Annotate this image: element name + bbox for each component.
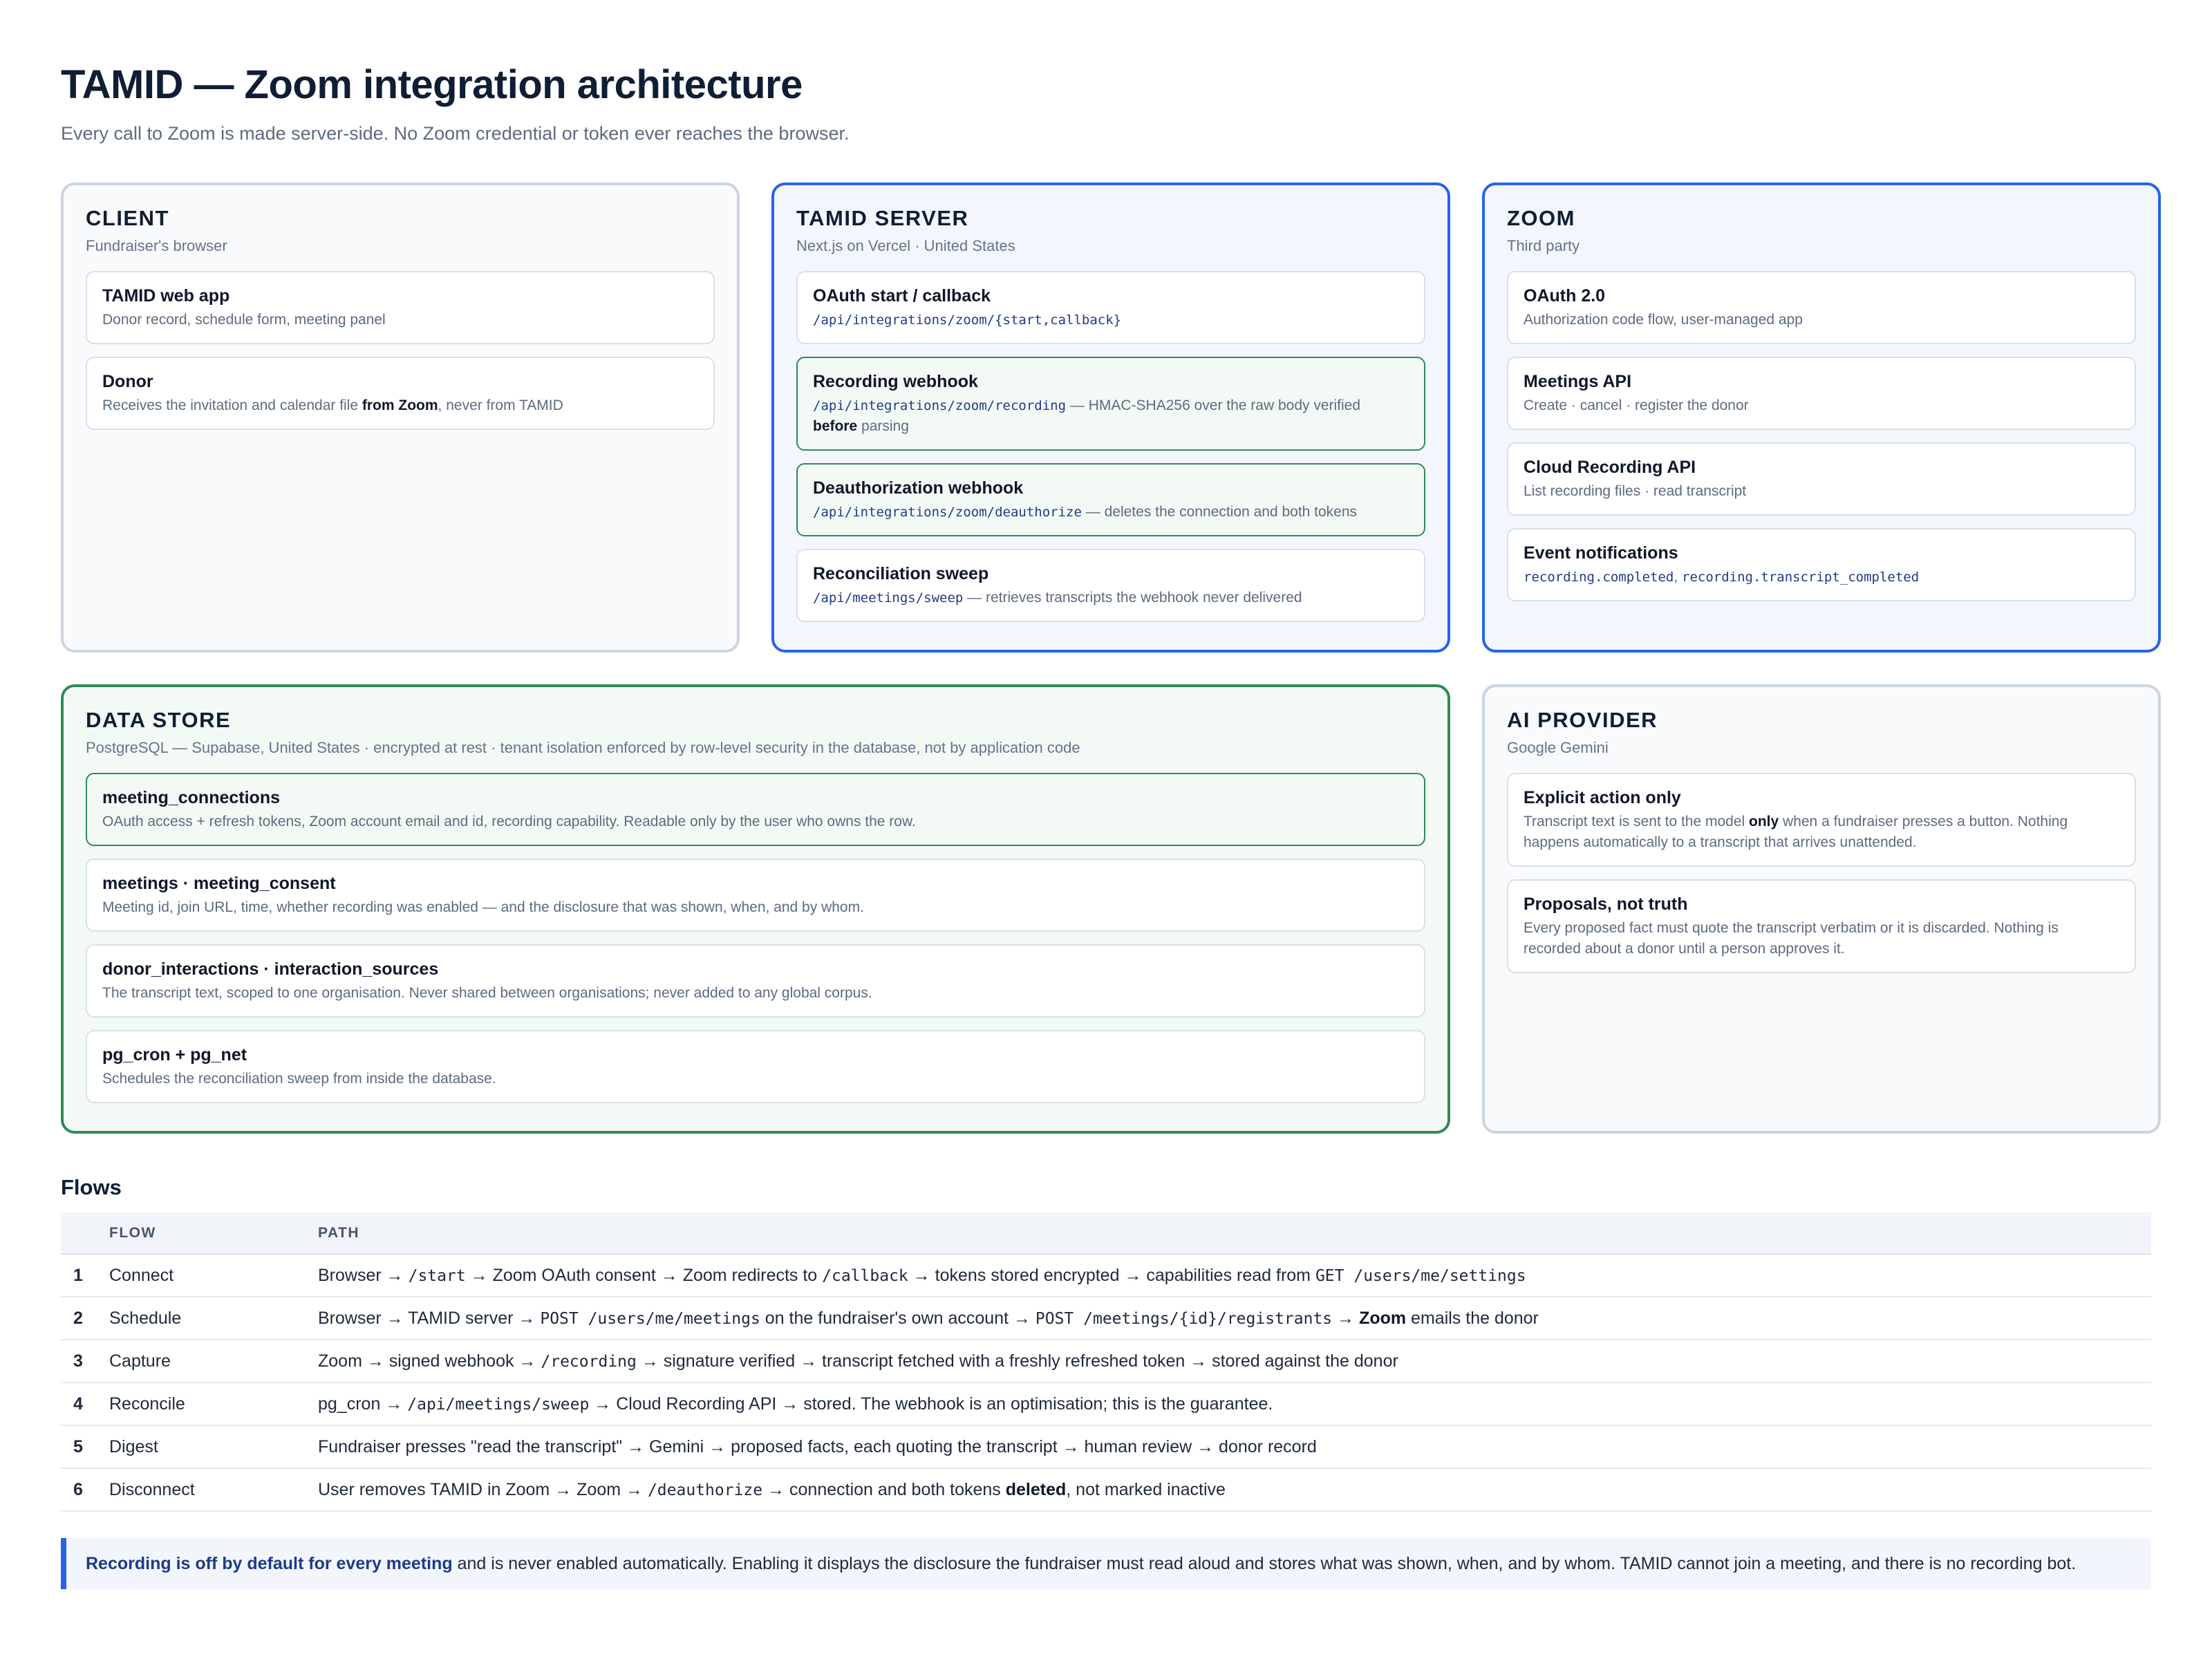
card-desc: Donor record, schedule form, meeting panel bbox=[102, 312, 386, 328]
card-desc: The transcript text, scoped to one organisation. Never shared between organisations; never added to any global corpus. bbox=[102, 985, 872, 1001]
card-pg-cron bbox=[86, 1030, 1425, 1103]
card-title: Donor bbox=[102, 372, 153, 391]
card-title: Cloud Recording API bbox=[1524, 458, 1696, 477]
card-recording-webhook bbox=[796, 357, 1425, 451]
row-number: 2 bbox=[61, 1297, 109, 1340]
card-explicit-action-only bbox=[1507, 773, 2136, 867]
card-title: Meetings API bbox=[1524, 372, 1632, 391]
card-oauth-2 bbox=[1507, 271, 2136, 344]
card-desc: Authorization code flow, user-managed app bbox=[1524, 312, 1803, 328]
client-zone bbox=[61, 182, 740, 653]
table-row bbox=[61, 1468, 2151, 1511]
card-cloud-recording-api bbox=[1507, 442, 2136, 516]
column-header-flow: FLOW bbox=[109, 1212, 318, 1254]
card-desc: Receives the invitation and calendar file from Zoom, never from TAMID bbox=[102, 397, 563, 413]
row-number: 4 bbox=[61, 1382, 109, 1425]
card-title: OAuth 2.0 bbox=[1524, 286, 1606, 306]
card-title: Event notifications bbox=[1524, 543, 1678, 563]
card-reconciliation-sweep bbox=[796, 549, 1425, 622]
zone-title: CLIENT bbox=[86, 206, 169, 230]
card-desc: Schedules the reconciliation sweep from inside the database. bbox=[102, 1071, 496, 1087]
card-tamid-web-app bbox=[86, 271, 715, 344]
top-row bbox=[61, 182, 2151, 653]
flow-path: Zoom → signed webhook → /recording → signature verified → transcript fetched with a freshly refreshed token → stored against the donor bbox=[318, 1340, 2151, 1382]
card-meeting-connections bbox=[86, 773, 1425, 846]
page-subtitle: Every call to Zoom is made server-side. No Zoom credential or token ever reaches the browser. bbox=[61, 123, 850, 144]
card-title: pg_cron + pg_net bbox=[102, 1045, 247, 1065]
recording-default-note bbox=[61, 1538, 2151, 1589]
card-desc: recording.completed, recording.transcript_completed bbox=[1524, 569, 1920, 585]
flow-name: Capture bbox=[109, 1340, 318, 1382]
table-row bbox=[61, 1382, 2151, 1425]
table-row bbox=[61, 1254, 2151, 1297]
row-number: 6 bbox=[61, 1468, 109, 1511]
datastore-zone bbox=[61, 684, 1450, 1134]
card-title: meetings · meeting_consent bbox=[102, 874, 336, 893]
card-desc: /api/integrations/zoom/{start,callback} bbox=[813, 312, 1122, 328]
zone-title: AI PROVIDER bbox=[1507, 708, 1658, 732]
card-donor bbox=[86, 357, 715, 430]
card-proposals-not-truth bbox=[1507, 879, 2136, 973]
card-desc: /api/integrations/zoom/deauthorize — deletes the connection and both tokens bbox=[813, 504, 1358, 520]
zone-title: TAMID SERVER bbox=[796, 206, 969, 230]
flow-name: Digest bbox=[109, 1425, 318, 1468]
flow-name: Reconcile bbox=[109, 1382, 318, 1425]
zone-title: DATA STORE bbox=[86, 708, 232, 732]
zone-subtitle: Third party bbox=[1507, 237, 1580, 254]
zone-subtitle: Fundraiser's browser bbox=[86, 237, 227, 254]
note-text: and is never enabled automatically. Enabling it displays the disclosure the fundraiser must read aloud and stores what was shown, when, and by whom. TAMID cannot join a meeting, and there is no recording bot. bbox=[452, 1554, 2077, 1573]
flow-name: Connect bbox=[109, 1254, 318, 1297]
table-row bbox=[61, 1340, 2151, 1382]
flow-name: Schedule bbox=[109, 1297, 318, 1340]
card-desc: /api/meetings/sweep — retrieves transcripts the webhook never delivered bbox=[813, 590, 1302, 606]
bottom-row bbox=[61, 684, 2151, 1134]
flow-path: User removes TAMID in Zoom → Zoom → /deauthorize → connection and both tokens deleted, not marked inactive bbox=[318, 1468, 2151, 1511]
card-desc: List recording files · read transcript bbox=[1524, 483, 1747, 499]
ai-provider-zone bbox=[1482, 684, 2161, 1134]
flow-path: pg_cron → /api/meetings/sweep → Cloud Recording API → stored. The webhook is an optimisation; this is the guarantee. bbox=[318, 1382, 2151, 1425]
card-title: Explicit action only bbox=[1524, 788, 1681, 807]
table-row bbox=[61, 1425, 2151, 1468]
card-title: meeting_connections bbox=[102, 788, 280, 807]
note-bold: Recording is off by default for every meeting bbox=[86, 1554, 453, 1573]
column-header-number bbox=[61, 1212, 109, 1254]
zone-title: ZOOM bbox=[1507, 206, 1575, 230]
zoom-zone bbox=[1482, 182, 2161, 653]
page-title: TAMID — Zoom integration architecture bbox=[61, 62, 803, 107]
row-number: 5 bbox=[61, 1425, 109, 1468]
row-number: 3 bbox=[61, 1340, 109, 1382]
card-oauth-start-callback bbox=[796, 271, 1425, 344]
card-title: Proposals, not truth bbox=[1524, 894, 1688, 914]
flow-path: Browser → /start → Zoom OAuth consent → Zoom redirects to /callback → tokens stored encrypted → capabilities read from GET /users/me/settings bbox=[318, 1254, 2151, 1297]
server-zone bbox=[771, 182, 1450, 653]
table-row bbox=[61, 1297, 2151, 1340]
card-desc: /api/integrations/zoom/recording — HMAC-SHA256 over the raw body verified before parsing bbox=[813, 397, 1361, 434]
card-desc: Transcript text is sent to the model only when a fundraiser presses a button. Nothing happens automatically to a transcript that arrives unattended. bbox=[1524, 814, 2068, 850]
flows-heading: Flows bbox=[61, 1175, 122, 1199]
card-donor-interactions bbox=[86, 944, 1425, 1018]
card-desc: OAuth access + refresh tokens, Zoom account email and id, recording capability. Readable only by the user who owns the row. bbox=[102, 814, 916, 830]
card-title: OAuth start / callback bbox=[813, 286, 991, 306]
card-title: Recording webhook bbox=[813, 372, 978, 391]
card-meetings-api bbox=[1507, 357, 2136, 430]
card-event-notifications bbox=[1507, 528, 2136, 601]
flow-path: Browser → TAMID server → POST /users/me/meetings on the fundraiser's own account → POST /meetings/{id}/registrants → Zoom emails the donor bbox=[318, 1297, 2151, 1340]
card-desc: Every proposed fact must quote the transcript verbatim or it is discarded. Nothing is recorded about a donor until a person approves it. bbox=[1524, 920, 2059, 957]
card-title: TAMID web app bbox=[102, 286, 230, 306]
zone-subtitle: PostgreSQL — Supabase, United States · encrypted at rest · tenant isolation enforced by row-level security in the database, not by application code bbox=[86, 739, 1080, 756]
zone-subtitle: Google Gemini bbox=[1507, 739, 1609, 756]
table-header-row bbox=[61, 1212, 2151, 1254]
card-desc: Meeting id, join URL, time, whether recording was enabled — and the disclosure that was shown, when, and by whom. bbox=[102, 899, 864, 915]
card-meetings-consent bbox=[86, 859, 1425, 932]
row-number: 1 bbox=[61, 1254, 109, 1297]
flow-path: Fundraiser presses "read the transcript" → Gemini → proposed facts, each quoting the transcript → human review → donor record bbox=[318, 1425, 2151, 1468]
card-title: Deauthorization webhook bbox=[813, 478, 1024, 498]
card-title: Reconciliation sweep bbox=[813, 564, 989, 583]
zone-subtitle: Next.js on Vercel · United States bbox=[796, 237, 1015, 254]
column-header-path: PATH bbox=[318, 1212, 2151, 1254]
card-desc: Create · cancel · register the donor bbox=[1524, 397, 1749, 413]
flows-table bbox=[61, 1212, 2151, 1512]
flow-name: Disconnect bbox=[109, 1468, 318, 1511]
card-title: donor_interactions · interaction_sources bbox=[102, 959, 439, 979]
card-deauthorization-webhook bbox=[796, 463, 1425, 536]
